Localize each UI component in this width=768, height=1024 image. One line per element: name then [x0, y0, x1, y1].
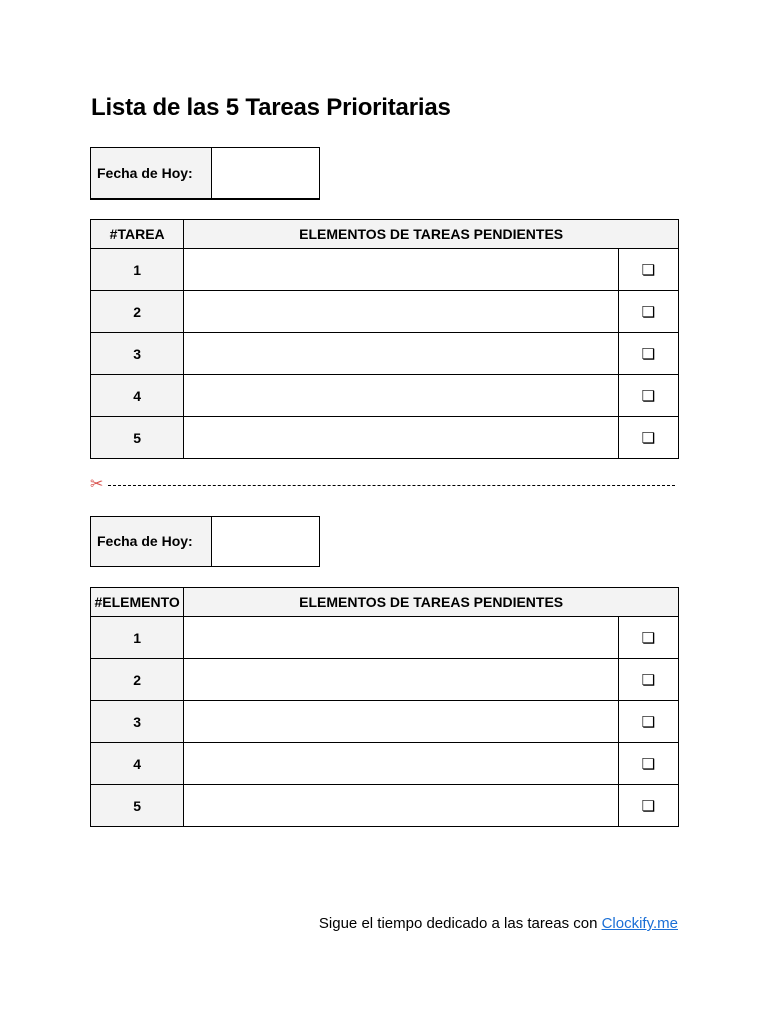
date-label: Fecha de Hoy:	[91, 148, 212, 200]
checkbox-icon[interactable]: ❏	[618, 417, 678, 459]
task-item-field[interactable]	[184, 617, 618, 659]
column-header-number: #ELEMENTO	[91, 588, 184, 617]
footer-text: Sigue el tiempo dedicado a las tareas con	[318, 915, 602, 932]
table-row	[91, 701, 679, 743]
date-box	[90, 516, 320, 567]
checkbox-icon[interactable]: ❏	[618, 659, 678, 701]
task-table	[90, 587, 679, 827]
checkbox-icon[interactable]: ❏	[618, 249, 678, 291]
row-number: 1	[91, 617, 184, 659]
table-row	[91, 291, 679, 333]
table-row	[91, 333, 679, 375]
date-box	[90, 147, 320, 200]
table-header-row	[91, 220, 679, 249]
checkbox-icon[interactable]: ❏	[618, 375, 678, 417]
task-item-field[interactable]	[184, 375, 618, 417]
task-table	[90, 219, 679, 459]
row-number: 5	[91, 417, 184, 459]
table-row	[91, 249, 679, 291]
task-item-field[interactable]	[184, 659, 618, 701]
task-item-field[interactable]	[184, 785, 618, 827]
checkbox-icon[interactable]: ❏	[618, 333, 678, 375]
row-number: 4	[91, 375, 184, 417]
table-row	[91, 743, 679, 785]
checkbox-icon[interactable]: ❏	[618, 617, 678, 659]
checkbox-icon[interactable]: ❏	[618, 743, 678, 785]
date-label: Fecha de Hoy:	[91, 517, 212, 567]
row-number: 4	[91, 743, 184, 785]
row-number: 2	[91, 659, 184, 701]
row-number: 5	[91, 785, 184, 827]
checkbox-icon[interactable]: ❏	[618, 785, 678, 827]
row-number: 2	[91, 291, 184, 333]
table-header-row	[91, 588, 679, 617]
clockify-link[interactable]: Clockify.me	[601, 915, 678, 932]
task-item-field[interactable]	[184, 291, 618, 333]
column-header-items: ELEMENTOS DE TAREAS PENDIENTES	[184, 588, 679, 617]
row-number: 3	[91, 701, 184, 743]
row-number: 1	[91, 249, 184, 291]
scissors-icon: ✂	[90, 476, 104, 493]
column-header-number: #TAREA	[91, 220, 184, 249]
table-row	[91, 659, 679, 701]
date-value-field[interactable]	[212, 517, 320, 567]
task-item-field[interactable]	[184, 417, 618, 459]
table-row	[91, 375, 679, 417]
table-row	[91, 617, 679, 659]
date-value-field[interactable]	[212, 148, 320, 200]
checkbox-icon[interactable]: ❏	[618, 701, 678, 743]
footer-note	[319, 915, 678, 932]
cut-line	[90, 476, 675, 494]
task-item-field[interactable]	[184, 249, 618, 291]
row-number: 3	[91, 333, 184, 375]
task-item-field[interactable]	[184, 701, 618, 743]
checkbox-icon[interactable]: ❏	[618, 291, 678, 333]
table-row	[91, 785, 679, 827]
dashed-divider	[108, 485, 675, 486]
column-header-items: ELEMENTOS DE TAREAS PENDIENTES	[184, 220, 679, 249]
page-title: Lista de las 5 Tareas Prioritarias	[91, 94, 451, 121]
task-item-field[interactable]	[184, 333, 618, 375]
table-row	[91, 417, 679, 459]
task-item-field[interactable]	[184, 743, 618, 785]
